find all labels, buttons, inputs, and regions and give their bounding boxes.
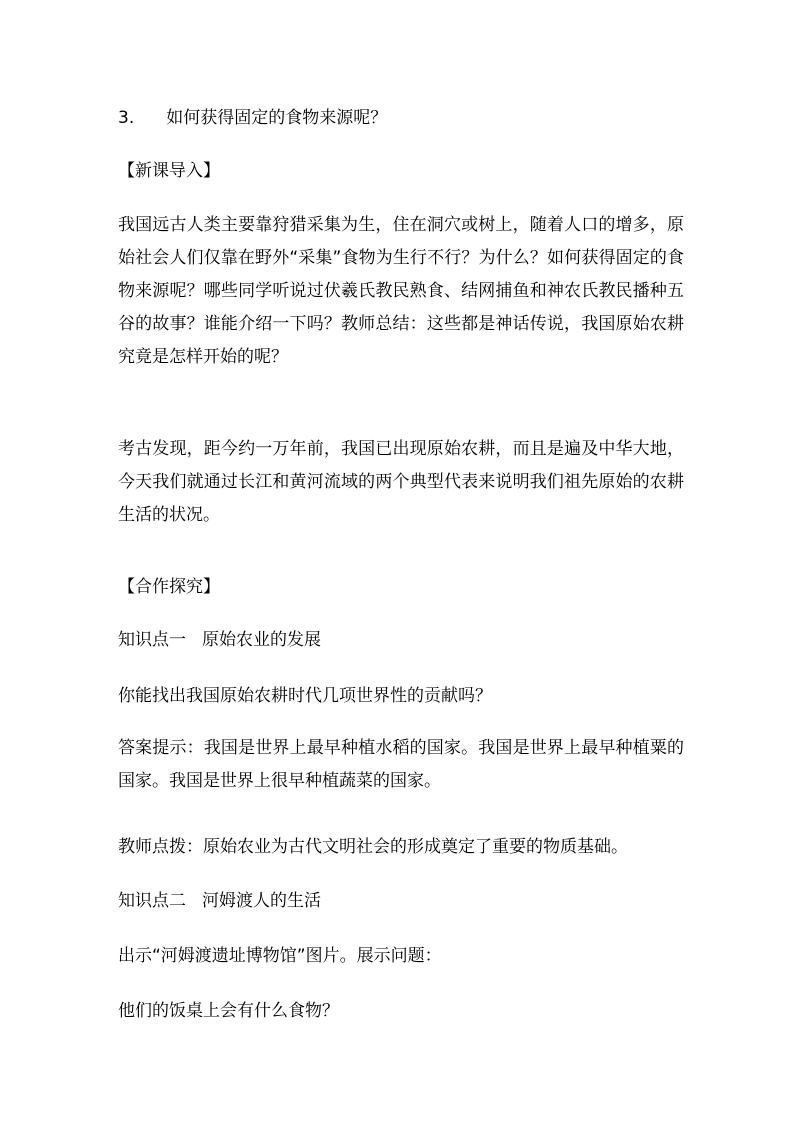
- archaeology-paragraph: 考古发现，距今约一万年前，我国已出现原始农耕，而且是遍及中华大地，今天我们就通过长江和黄河流域的两个典型代表来说明我们祖先原始的农耕生活的状况。: [118, 439, 684, 525]
- heading-cooperative-inquiry: 【合作探究】: [118, 577, 220, 597]
- knowledge-point-1-label: 知识点一: [118, 630, 186, 650]
- knowledge-point-1: [118, 629, 688, 651]
- knowledge-point-2-title: 河姆渡人的生活: [202, 891, 321, 911]
- item-3-text: 如何获得固定的食物来源呢？: [166, 108, 388, 128]
- show-picture-line: 出示“河姆渡遗址博物馆”图片。展示问题：: [118, 946, 442, 966]
- knowledge-point-2-label: 知识点二: [118, 891, 186, 911]
- answer-hint-paragraph: 答案提示：我国是世界上最早种植水稻的国家。我国是世界上最早种植粟的国家。我国是世界上很早种植蔬菜的国家。: [118, 738, 684, 791]
- question-1: 你能找出我国原始农耕时代几项世界性的贡献吗？: [118, 686, 492, 706]
- question-2: 他们的饭桌上会有什么食物？: [118, 1001, 339, 1021]
- knowledge-point-1-title: 原始农业的发展: [202, 630, 321, 650]
- intro-paragraph: 我国远古人类主要靠狩猎采集为生，住在洞穴或树上，随着人口的增多，原始社会人们仅靠在野外“采集”食物为生行不行？为什么？如何获得固定的食物来源呢？哪些同学听说过伏羲氏教民熟食、结网捕鱼和神农氏教民播种五谷的故事？谁能介绍一下吗？教师总结：这些都是神话传说，我国原始农耕究竟是怎样开始的呢？: [118, 215, 684, 367]
- item-3: [118, 107, 688, 129]
- heading-new-lesson-intro: 【新课导入】: [118, 161, 220, 181]
- teacher-note: 教师点拨：原始农业为古代文明社会的形成奠定了重要的物质基础。: [118, 837, 628, 857]
- item-3-number: 3.: [118, 108, 135, 128]
- knowledge-point-2: [118, 890, 688, 912]
